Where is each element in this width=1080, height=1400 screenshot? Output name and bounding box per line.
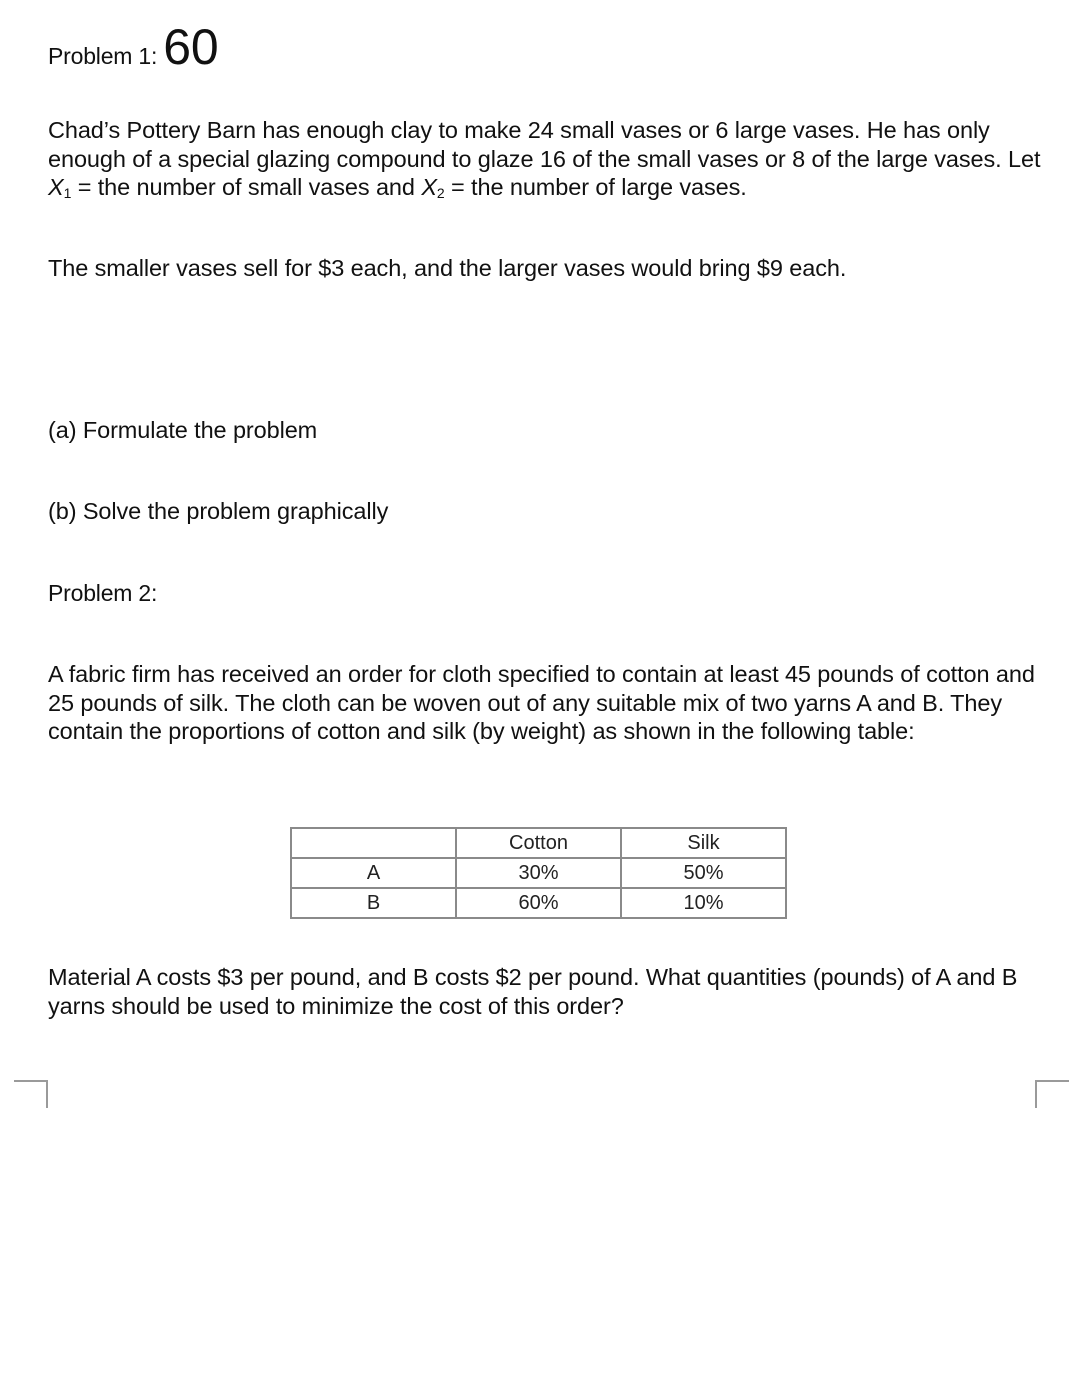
table-header-cotton: Cotton	[456, 828, 621, 858]
table-cell: B	[291, 888, 456, 918]
table-cell: 30%	[456, 858, 621, 888]
part-a: (a) Formulate the problem	[48, 417, 318, 443]
table-header-silk: Silk	[621, 828, 786, 858]
part-b: (b) Solve the problem graphically	[48, 498, 389, 524]
handwritten-score: 60	[163, 19, 219, 75]
problem-2-question: Material A costs $3 per pound, and B costs $2 per pound. What quantities (pounds) of A and B yarns should be used to minimize the cost of this order?	[48, 964, 1018, 1019]
subscript-2: 2	[436, 185, 445, 201]
problem-2-description: A fabric firm has received an order for cloth specified to contain at least 45 pounds of cotton and 25 pounds of silk. The cloth can be woven out of any suitable mix of two yarns A and B. They contain the proportions of cotton and silk (by weight) as shown in the following table:	[48, 661, 1035, 744]
variable-x2: X	[421, 174, 437, 200]
yarn-composition-table	[290, 827, 787, 919]
problem-1-text-a: Chad’s Pottery Barn has enough clay to make 24 small vases or 6 large vases. He has only enough of a special glazing compound to glaze 16 of the small vases or 8 of the large vases. Let	[48, 117, 1041, 172]
table-row	[291, 888, 786, 918]
problem-1-text-c: = the number of large vases.	[444, 174, 747, 200]
problem-1-heading	[48, 18, 218, 76]
subscript-1: 1	[63, 185, 72, 201]
table-header-row	[291, 828, 786, 858]
variable-x1: X	[48, 174, 64, 200]
table-cell: 60%	[456, 888, 621, 918]
problem-2-heading: Problem 2:	[48, 580, 158, 606]
table-cell	[291, 828, 456, 858]
page-corner-mark-left	[14, 1080, 48, 1108]
problem-1-text-b: = the number of small vases and	[71, 174, 422, 200]
problem-1-description	[48, 116, 1048, 208]
problem-1-label: Problem 1:	[48, 43, 158, 69]
table-cell: A	[291, 858, 456, 888]
table-cell: 50%	[621, 858, 786, 888]
table-row	[291, 858, 786, 888]
problem-1-prices: The smaller vases sell for $3 each, and the larger vases would bring $9 each.	[48, 255, 847, 281]
table-cell: 10%	[621, 888, 786, 918]
page-corner-mark-right	[1035, 1080, 1069, 1108]
